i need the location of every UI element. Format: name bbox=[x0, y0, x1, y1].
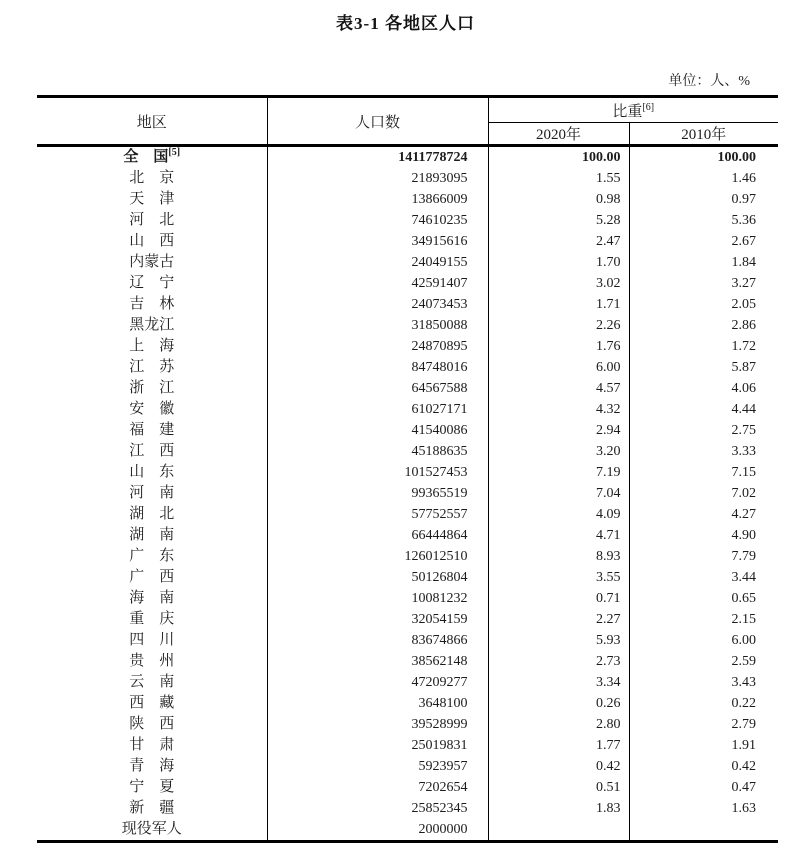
share-2020-cell: 3.02 bbox=[488, 273, 629, 294]
page-title: 表3-1 各地区人口 bbox=[336, 14, 475, 33]
share-2010-cell: 3.44 bbox=[731, 570, 756, 585]
population-cell: 47209277 bbox=[267, 672, 488, 693]
region-cell: 全 国[5] bbox=[37, 146, 267, 169]
population-cell: 41540086 bbox=[267, 420, 488, 441]
share-2010-cell: 5.87 bbox=[731, 360, 756, 375]
population-cell: 74610235 bbox=[267, 210, 488, 231]
table-row bbox=[37, 714, 778, 735]
unit-label: 单位：人、% bbox=[668, 74, 750, 89]
share-2010-cell: 3.27 bbox=[731, 276, 756, 291]
region-cell: 湖 北 bbox=[37, 504, 267, 525]
share-2020-cell bbox=[488, 819, 629, 842]
share-2020-cell: 0.51 bbox=[488, 777, 629, 798]
table-row bbox=[37, 609, 778, 630]
region-cell: 安 徽 bbox=[37, 399, 267, 420]
share-2010-cell: 1.63 bbox=[731, 801, 756, 816]
share-2010-cell: 2.79 bbox=[731, 717, 756, 732]
population-cell: 21893095 bbox=[267, 168, 488, 189]
share-2020-cell: 0.26 bbox=[488, 693, 629, 714]
share-2010-cell: 3.43 bbox=[731, 675, 756, 690]
region-cell: 山 东 bbox=[37, 462, 267, 483]
region-cell: 福 建 bbox=[37, 420, 267, 441]
region-cell: 海 南 bbox=[37, 588, 267, 609]
column-header-2020: 2020年 bbox=[488, 123, 629, 146]
region-cell: 现役军人 bbox=[37, 819, 267, 842]
region-cell: 陕 西 bbox=[37, 714, 267, 735]
region-cell: 新 疆 bbox=[37, 798, 267, 819]
population-cell: 42591407 bbox=[267, 273, 488, 294]
region-cell: 天 津 bbox=[37, 189, 267, 210]
table-row bbox=[37, 294, 778, 315]
share-2020-cell: 4.09 bbox=[488, 504, 629, 525]
population-cell: 50126804 bbox=[267, 567, 488, 588]
share-2010-cell: 100.00 bbox=[717, 150, 756, 165]
share-2010-cell: 1.46 bbox=[731, 171, 756, 186]
share-2020-cell: 1.83 bbox=[488, 798, 629, 819]
region-cell: 浙 江 bbox=[37, 378, 267, 399]
share-2010-cell: 1.91 bbox=[731, 738, 756, 753]
region-cell: 甘 肃 bbox=[37, 735, 267, 756]
share-2020-cell: 5.93 bbox=[488, 630, 629, 651]
share-2020-cell: 5.28 bbox=[488, 210, 629, 231]
share-2010-cell: 6.00 bbox=[731, 633, 756, 648]
region-cell: 广 西 bbox=[37, 567, 267, 588]
table-row bbox=[37, 651, 778, 672]
table-row bbox=[37, 441, 778, 462]
table-row bbox=[37, 798, 778, 819]
table-row bbox=[37, 210, 778, 231]
column-header-proportion bbox=[488, 97, 778, 123]
share-2020-cell: 1.70 bbox=[488, 252, 629, 273]
share-2010-cell: 5.36 bbox=[731, 213, 756, 228]
table-row bbox=[37, 357, 778, 378]
region-cell: 吉 林 bbox=[37, 294, 267, 315]
table-row bbox=[37, 525, 778, 546]
population-cell: 45188635 bbox=[267, 441, 488, 462]
share-2010-cell: 2.67 bbox=[731, 234, 756, 249]
share-2010-cell: 0.65 bbox=[731, 591, 756, 606]
table-row bbox=[37, 420, 778, 441]
share-2010-cell: 4.90 bbox=[731, 528, 756, 543]
share-2020-cell: 7.04 bbox=[488, 483, 629, 504]
region-footnote: [5] bbox=[168, 147, 181, 158]
column-header-2010: 2010年 bbox=[629, 123, 778, 146]
region-cell: 江 苏 bbox=[37, 357, 267, 378]
share-2010-cell: 1.72 bbox=[731, 339, 756, 354]
share-2010-cell: 7.15 bbox=[731, 465, 756, 480]
population-cell: 38562148 bbox=[267, 651, 488, 672]
share-2010-cell: 2.59 bbox=[731, 654, 756, 669]
population-cell: 13866009 bbox=[267, 189, 488, 210]
share-2020-cell: 0.71 bbox=[488, 588, 629, 609]
population-cell: 31850088 bbox=[267, 315, 488, 336]
table-row bbox=[37, 693, 778, 714]
population-cell: 101527453 bbox=[267, 462, 488, 483]
table-row bbox=[37, 756, 778, 777]
share-2020-cell: 2.80 bbox=[488, 714, 629, 735]
share-2020-cell: 3.55 bbox=[488, 567, 629, 588]
share-2010-cell: 0.47 bbox=[731, 780, 756, 795]
table-row bbox=[37, 483, 778, 504]
region-cell: 北 京 bbox=[37, 168, 267, 189]
table-row bbox=[37, 252, 778, 273]
region-cell: 青 海 bbox=[37, 756, 267, 777]
region-cell: 山 西 bbox=[37, 231, 267, 252]
table-row bbox=[37, 168, 778, 189]
table-row bbox=[37, 735, 778, 756]
share-2020-cell: 6.00 bbox=[488, 357, 629, 378]
share-2010-cell: 7.79 bbox=[731, 549, 756, 564]
population-cell: 64567588 bbox=[267, 378, 488, 399]
region-cell: 辽 宁 bbox=[37, 273, 267, 294]
table-body bbox=[37, 146, 778, 842]
population-cell: 25019831 bbox=[267, 735, 488, 756]
region-cell: 上 海 bbox=[37, 336, 267, 357]
population-cell: 39528999 bbox=[267, 714, 488, 735]
share-2020-cell: 2.94 bbox=[488, 420, 629, 441]
table-row bbox=[37, 546, 778, 567]
share-2020-cell: 7.19 bbox=[488, 462, 629, 483]
share-2020-cell: 2.26 bbox=[488, 315, 629, 336]
share-2010-cell: 3.33 bbox=[731, 444, 756, 459]
population-cell: 126012510 bbox=[267, 546, 488, 567]
population-cell: 84748016 bbox=[267, 357, 488, 378]
region-cell: 西 藏 bbox=[37, 693, 267, 714]
table-row bbox=[37, 378, 778, 399]
share-2010-cell: 2.86 bbox=[731, 318, 756, 333]
region-cell: 重 庆 bbox=[37, 609, 267, 630]
share-2010-cell: 2.15 bbox=[731, 612, 756, 627]
population-cell: 25852345 bbox=[267, 798, 488, 819]
population-cell: 24870895 bbox=[267, 336, 488, 357]
column-header-population: 人口数 bbox=[267, 97, 488, 146]
table-row bbox=[37, 336, 778, 357]
population-cell: 57752557 bbox=[267, 504, 488, 525]
population-cell: 99365519 bbox=[267, 483, 488, 504]
share-2020-cell: 8.93 bbox=[488, 546, 629, 567]
population-cell: 10081232 bbox=[267, 588, 488, 609]
share-2010-cell: 7.02 bbox=[731, 486, 756, 501]
population-cell: 61027171 bbox=[267, 399, 488, 420]
share-2010-cell bbox=[629, 819, 778, 842]
population-cell: 83674866 bbox=[267, 630, 488, 651]
region-cell: 河 南 bbox=[37, 483, 267, 504]
share-2010-cell: 4.27 bbox=[731, 507, 756, 522]
table-row bbox=[37, 315, 778, 336]
share-2020-cell: 2.27 bbox=[488, 609, 629, 630]
share-2020-cell: 3.34 bbox=[488, 672, 629, 693]
share-2020-cell: 100.00 bbox=[488, 146, 629, 169]
population-cell: 1411778724 bbox=[267, 146, 488, 169]
region-cell: 广 东 bbox=[37, 546, 267, 567]
table-row bbox=[37, 777, 778, 798]
population-cell: 24073453 bbox=[267, 294, 488, 315]
table-row bbox=[37, 231, 778, 252]
table-row bbox=[37, 462, 778, 483]
share-2010-cell: 1.84 bbox=[731, 255, 756, 270]
population-cell: 32054159 bbox=[267, 609, 488, 630]
population-cell: 7202654 bbox=[267, 777, 488, 798]
share-2020-cell: 3.20 bbox=[488, 441, 629, 462]
region-cell: 贵 州 bbox=[37, 651, 267, 672]
region-cell: 宁 夏 bbox=[37, 777, 267, 798]
region-cell: 江 西 bbox=[37, 441, 267, 462]
header-row-1 bbox=[37, 97, 778, 123]
table-row bbox=[37, 630, 778, 651]
table-row bbox=[37, 189, 778, 210]
table-header bbox=[37, 97, 778, 146]
table-row bbox=[37, 819, 778, 842]
population-cell: 66444864 bbox=[267, 525, 488, 546]
population-cell: 3648100 bbox=[267, 693, 488, 714]
share-2020-cell: 4.32 bbox=[488, 399, 629, 420]
share-2020-cell: 2.73 bbox=[488, 651, 629, 672]
share-2020-cell: 0.42 bbox=[488, 756, 629, 777]
proportion-footnote: [6] bbox=[642, 101, 655, 113]
share-2010-cell: 0.42 bbox=[731, 759, 756, 774]
table-row bbox=[37, 399, 778, 420]
table-row bbox=[37, 588, 778, 609]
share-2020-cell: 0.98 bbox=[488, 189, 629, 210]
population-cell: 24049155 bbox=[267, 252, 488, 273]
table-row bbox=[37, 504, 778, 525]
share-2020-cell: 1.76 bbox=[488, 336, 629, 357]
table-row bbox=[37, 567, 778, 588]
region-cell: 黑龙江 bbox=[37, 315, 267, 336]
region-cell: 云 南 bbox=[37, 672, 267, 693]
region-cell: 内蒙古 bbox=[37, 252, 267, 273]
share-2010-cell: 4.44 bbox=[731, 402, 756, 417]
share-2020-cell: 4.71 bbox=[488, 525, 629, 546]
column-header-region: 地区 bbox=[37, 97, 267, 146]
table-row bbox=[37, 146, 778, 169]
share-2010-cell: 0.97 bbox=[731, 192, 756, 207]
population-cell: 34915616 bbox=[267, 231, 488, 252]
population-cell: 2000000 bbox=[267, 819, 488, 842]
share-2010-cell: 0.22 bbox=[731, 696, 756, 711]
proportion-label: 比重 bbox=[612, 103, 643, 120]
share-2020-cell: 4.57 bbox=[488, 378, 629, 399]
region-cell: 湖 南 bbox=[37, 525, 267, 546]
share-2010-cell: 4.06 bbox=[731, 381, 756, 396]
table-row bbox=[37, 273, 778, 294]
share-2020-cell: 1.55 bbox=[488, 168, 629, 189]
region-cell: 河 北 bbox=[37, 210, 267, 231]
share-2010-cell: 2.75 bbox=[731, 423, 756, 438]
region-cell: 四 川 bbox=[37, 630, 267, 651]
share-2020-cell: 1.71 bbox=[488, 294, 629, 315]
table-row bbox=[37, 672, 778, 693]
share-2020-cell: 2.47 bbox=[488, 231, 629, 252]
share-2020-cell: 1.77 bbox=[488, 735, 629, 756]
population-cell: 5923957 bbox=[267, 756, 488, 777]
share-2010-cell: 2.05 bbox=[731, 297, 756, 312]
population-table bbox=[37, 95, 778, 843]
